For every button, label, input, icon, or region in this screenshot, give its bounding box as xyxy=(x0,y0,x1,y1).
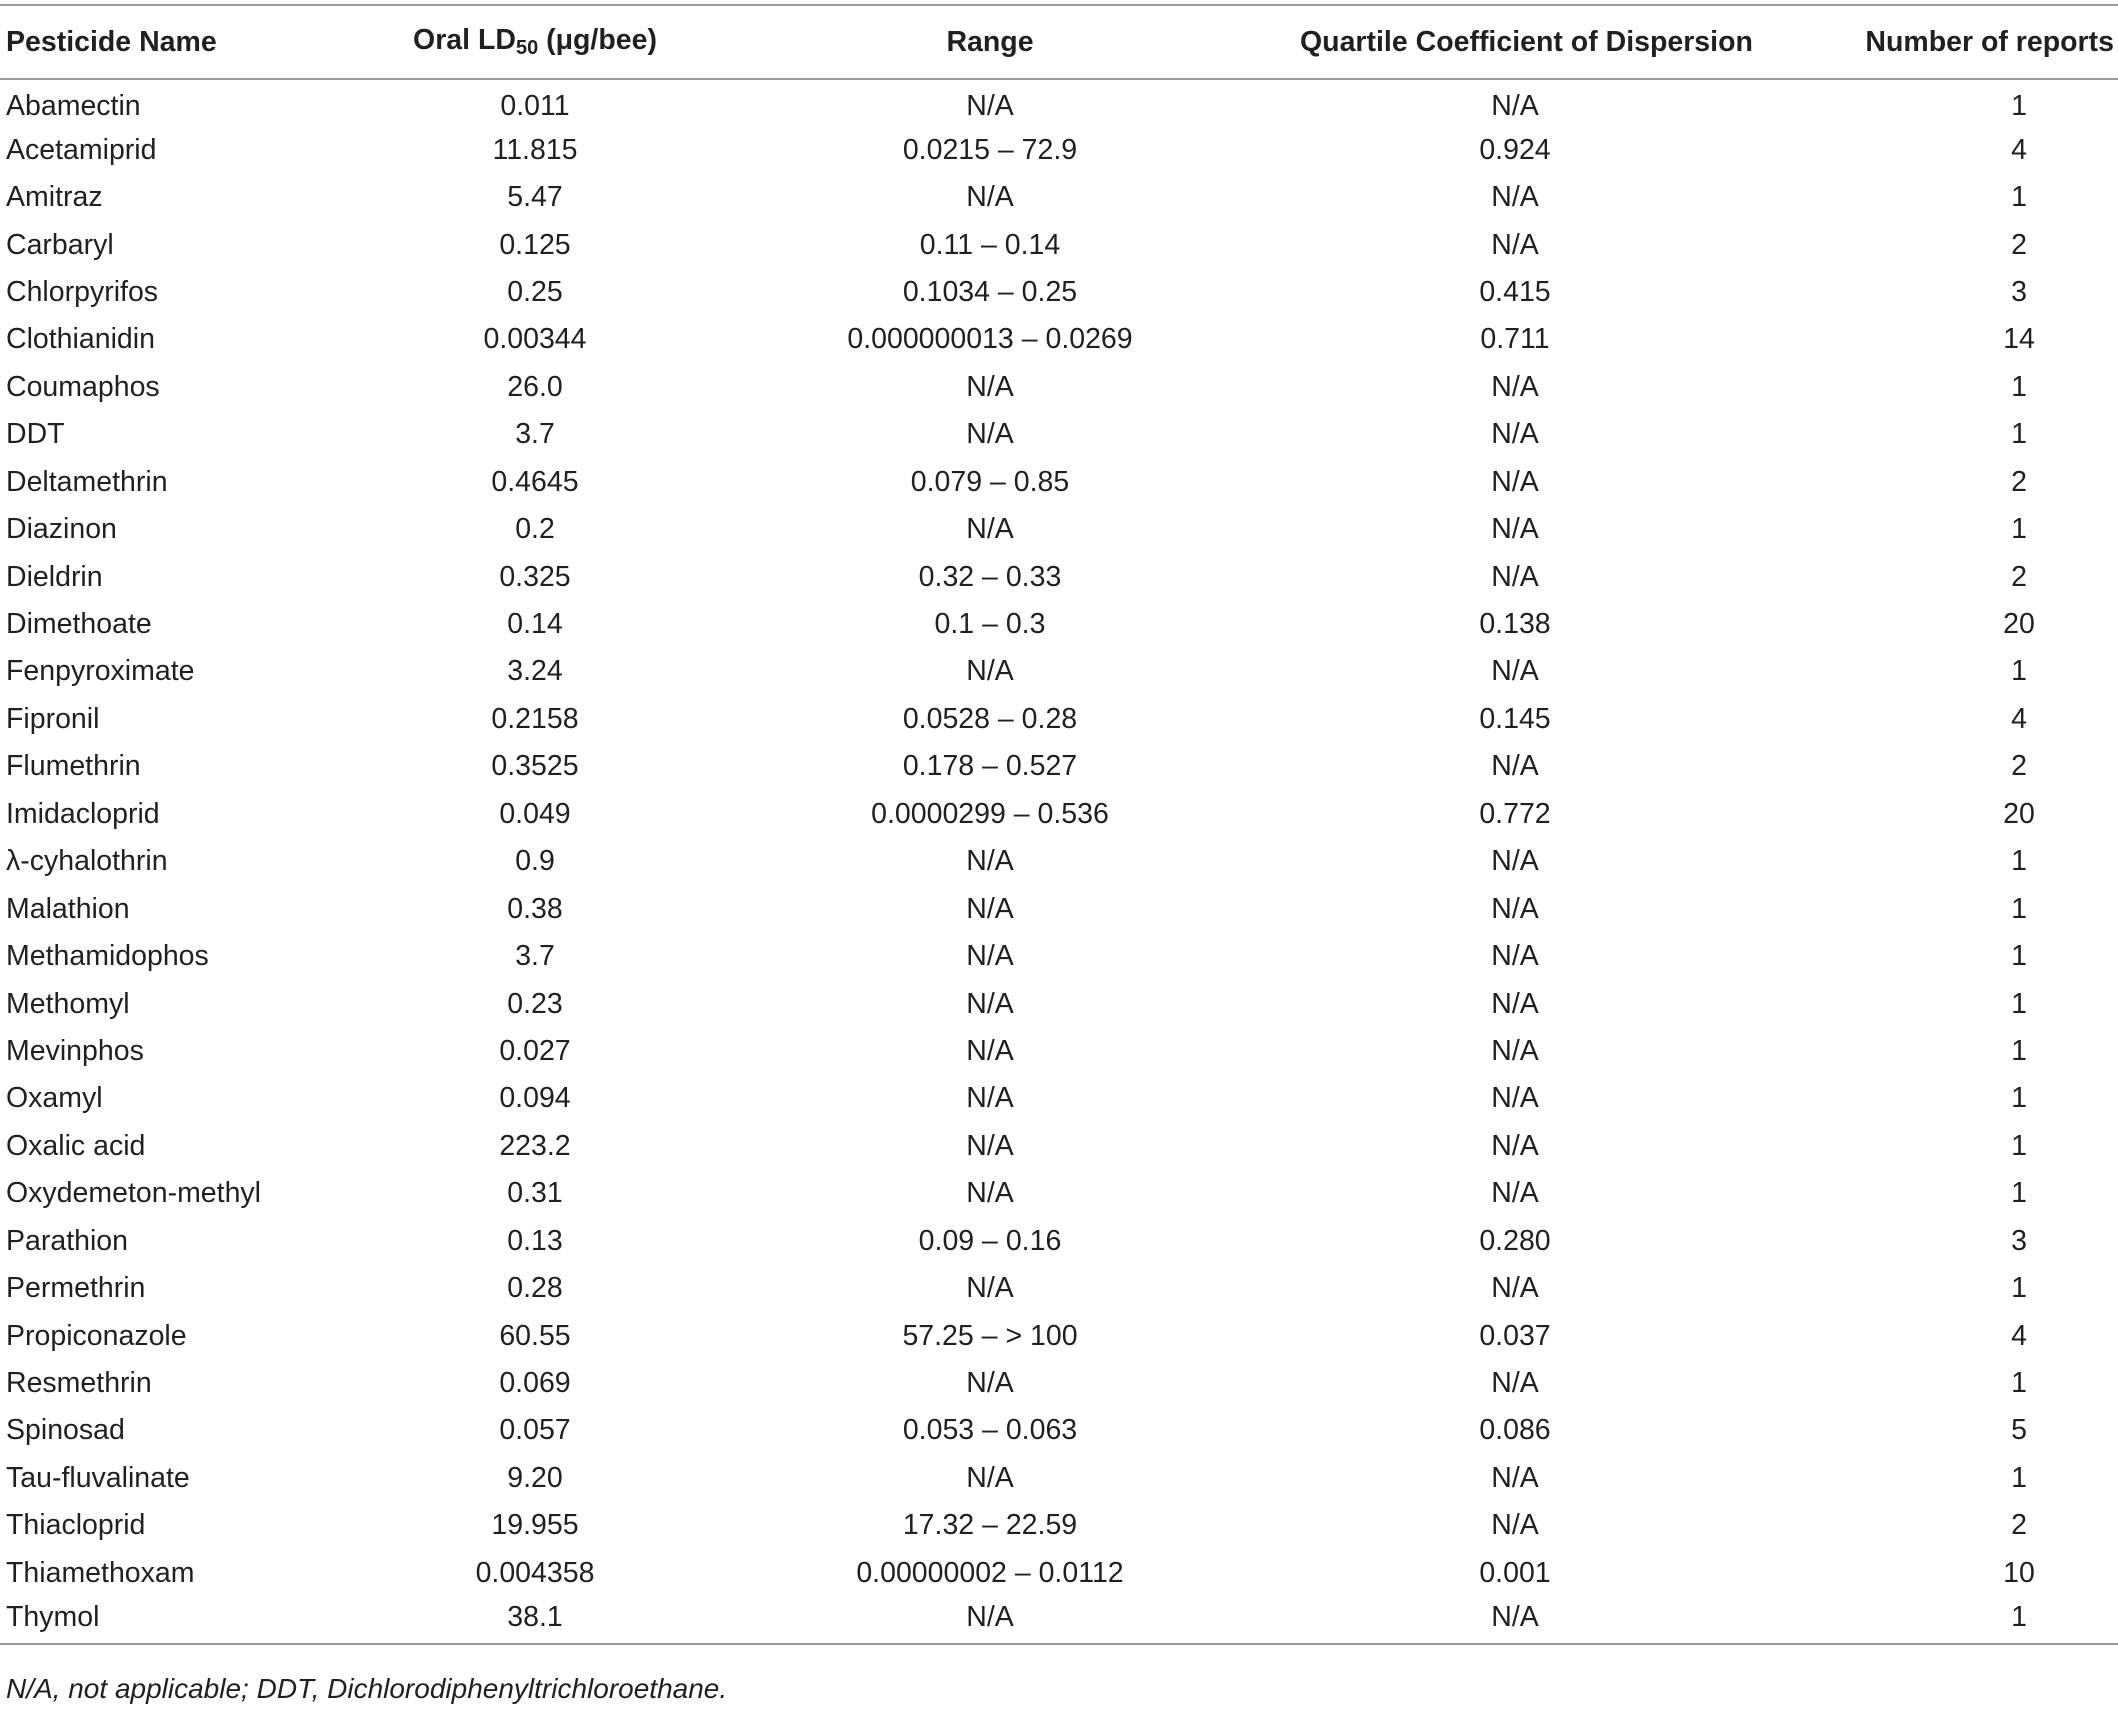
report-count-value: 1 xyxy=(2011,1177,2027,1210)
cell-qcd: N/A xyxy=(1491,940,1539,973)
table-row xyxy=(0,933,2118,980)
cell-qcd: N/A xyxy=(1491,1367,1539,1400)
cell-pesticide-name: Thymol xyxy=(0,1597,390,1644)
cell-pesticide-name: Spinosad xyxy=(6,1414,125,1447)
cell-qcd: N/A xyxy=(1491,1177,1539,1210)
cell-oral-ld50: 11.815 xyxy=(492,133,578,166)
header-ld50-suffix: (μg/bee) xyxy=(538,24,657,56)
cell-range: N/A xyxy=(966,1367,1014,1400)
cell-range: 0.09 – 0.16 xyxy=(918,1224,1062,1257)
table-row xyxy=(0,1455,2118,1502)
cell-oral-ld50: 9.20 xyxy=(507,1461,563,1494)
cell-qcd: 0.138 xyxy=(1479,608,1551,641)
cell-range: N/A xyxy=(966,1129,1014,1162)
cell-oral-ld50: 3.24 xyxy=(507,655,563,688)
cell-qcd: N/A xyxy=(1491,228,1539,261)
cell-number-of-reports xyxy=(1730,1265,2118,1312)
table-row xyxy=(0,553,2118,600)
report-count-value: 2 xyxy=(2011,750,2027,783)
table-row xyxy=(0,1597,2118,1644)
cell-number-of-reports xyxy=(1730,1550,2118,1597)
report-count-value: 1 xyxy=(2011,655,2027,688)
cell-pesticide-name: Methamidophos xyxy=(6,940,209,973)
cell-qcd: N/A xyxy=(1491,845,1539,878)
cell-oral-ld50: 0.9 xyxy=(515,845,555,878)
report-count-value: 1 xyxy=(2011,1034,2027,1067)
header-ld50-sub: 50 xyxy=(515,36,539,59)
table-row xyxy=(0,1075,2118,1122)
cell-range: N/A xyxy=(966,940,1014,973)
cell-pesticide-name: Tau-fluvalinate xyxy=(6,1461,190,1494)
table-row xyxy=(0,601,2118,648)
report-count-value: 1 xyxy=(2011,1600,2027,1633)
table-row xyxy=(0,364,2118,411)
cell-qcd: N/A xyxy=(1491,465,1539,498)
table-row xyxy=(0,316,2118,363)
report-count-value: 1 xyxy=(2011,1461,2027,1494)
table-row xyxy=(0,506,2118,553)
cell-pesticide-name: Thiamethoxam xyxy=(6,1556,195,1589)
report-count-value: 2 xyxy=(2011,228,2027,261)
cell-number-of-reports xyxy=(1730,1075,2118,1122)
report-count-value: 14 xyxy=(2003,323,2035,356)
header-range: Range xyxy=(680,5,1300,79)
table-row xyxy=(0,126,2118,173)
table-row xyxy=(0,1502,2118,1549)
cell-oral-ld50: 0.14 xyxy=(507,608,563,641)
cell-qcd: N/A xyxy=(1491,1034,1539,1067)
table-row xyxy=(0,1170,2118,1217)
cell-range: 17.32 – 22.59 xyxy=(902,1509,1078,1542)
cell-qcd: N/A xyxy=(1491,1509,1539,1542)
cell-pesticide-name: Chlorpyrifos xyxy=(6,275,159,308)
table-row xyxy=(0,269,2118,316)
table-row xyxy=(0,459,2118,506)
cell-number-of-reports xyxy=(1730,601,2118,648)
cell-oral-ld50: 0.23 xyxy=(507,987,563,1020)
cell-range: N/A xyxy=(966,181,1014,214)
cell-number-of-reports xyxy=(1730,269,2118,316)
cell-range: 0.1 – 0.3 xyxy=(934,608,1046,641)
cell-range: 0.178 – 0.527 xyxy=(902,750,1078,783)
cell-oral-ld50: 0.125 xyxy=(499,228,571,261)
cell-number-of-reports xyxy=(1730,1123,2118,1170)
table-footnote: N/A, not applicable; DDT, Dichlorodiphenyltrichloroethane. xyxy=(6,1673,728,1704)
table-row xyxy=(0,791,2118,838)
cell-number-of-reports xyxy=(1730,743,2118,790)
table-row xyxy=(0,1265,2118,1312)
cell-pesticide-name: Imidacloprid xyxy=(6,797,160,830)
cell-range: N/A xyxy=(966,1461,1014,1494)
cell-oral-ld50: 0.13 xyxy=(507,1224,563,1257)
cell-range: N/A xyxy=(680,1597,1300,1644)
table-row xyxy=(0,980,2118,1027)
table-row xyxy=(0,1407,2118,1454)
cell-pesticide-name: Oxamyl xyxy=(6,1082,103,1115)
cell-qcd: 0.924 xyxy=(1479,133,1551,166)
report-count-value: 1 xyxy=(2011,418,2027,451)
table-row xyxy=(0,411,2118,458)
cell-pesticide-name: Methomyl xyxy=(6,987,130,1020)
header-oral-ld50 xyxy=(390,5,680,79)
cell-pesticide-name: Diazinon xyxy=(6,513,117,546)
cell-oral-ld50: 0.027 xyxy=(499,1034,571,1067)
table-row xyxy=(0,838,2118,885)
cell-number-of-reports xyxy=(1730,791,2118,838)
cell-pesticide-name: Permethrin xyxy=(6,1272,146,1305)
cell-pesticide-name: Carbaryl xyxy=(6,228,114,261)
header-row xyxy=(0,5,2118,79)
cell-range: N/A xyxy=(966,1177,1014,1210)
cell-qcd: N/A xyxy=(1491,1082,1539,1115)
cell-qcd: N/A xyxy=(1491,750,1539,783)
cell-range: N/A xyxy=(966,987,1014,1020)
cell-qcd: N/A xyxy=(1491,370,1539,403)
cell-qcd: 0.280 xyxy=(1479,1224,1551,1257)
table-row xyxy=(0,743,2118,790)
cell-oral-ld50: 223.2 xyxy=(499,1129,571,1162)
report-count-value: 2 xyxy=(2011,560,2027,593)
cell-qcd: N/A xyxy=(1491,513,1539,546)
cell-oral-ld50: 38.1 xyxy=(390,1597,680,1644)
cell-pesticide-name: Malathion xyxy=(6,892,130,925)
cell-range: 0.079 – 0.85 xyxy=(910,465,1070,498)
cell-qcd: N/A xyxy=(1491,1129,1539,1162)
cell-oral-ld50: 0.00344 xyxy=(483,323,587,356)
report-count-value: 20 xyxy=(2003,797,2035,830)
cell-pesticide-name: Oxalic acid xyxy=(6,1129,146,1162)
report-count-value: 1 xyxy=(2011,1129,2027,1162)
cell-qcd: N/A xyxy=(1300,1597,1730,1644)
cell-oral-ld50: 0.38 xyxy=(507,892,563,925)
cell-range: 0.00000002 – 0.0112 xyxy=(856,1556,1124,1589)
cell-pesticide-name: Clothianidin xyxy=(6,323,155,356)
cell-range: 0.32 – 0.33 xyxy=(918,560,1062,593)
cell-range: N/A xyxy=(966,1082,1014,1115)
cell-pesticide-name: Coumaphos xyxy=(6,370,160,403)
cell-qcd: N/A xyxy=(1491,418,1539,451)
cell-range: 0.11 – 0.14 xyxy=(919,228,1061,261)
cell-qcd: 0.145 xyxy=(1479,702,1551,735)
report-count-value: 1 xyxy=(2011,513,2027,546)
report-count-value: 4 xyxy=(2011,133,2027,166)
cell-qcd: 0.415 xyxy=(1479,275,1551,308)
cell-range: N/A xyxy=(966,1272,1014,1305)
report-count-value: 1 xyxy=(2011,89,2027,122)
cell-number-of-reports xyxy=(1730,1407,2118,1454)
cell-number-of-reports xyxy=(1730,933,2118,980)
cell-oral-ld50: 3.7 xyxy=(515,418,555,451)
report-count-value: 1 xyxy=(2011,181,2027,214)
cell-pesticide-name: DDT xyxy=(6,418,65,451)
cell-pesticide-name: Deltamethrin xyxy=(6,465,168,498)
table-row xyxy=(0,648,2118,695)
report-count-value: 5 xyxy=(2011,1414,2027,1447)
report-count-value: 1 xyxy=(2011,1367,2027,1400)
cell-pesticide-name: Resmethrin xyxy=(6,1367,152,1400)
header-qcd: Quartile Coefficient of Dispersion xyxy=(1300,5,1730,79)
table-row xyxy=(0,79,2118,126)
cell-oral-ld50: 0.069 xyxy=(499,1367,571,1400)
cell-number-of-reports xyxy=(1730,838,2118,885)
cell-qcd: N/A xyxy=(1491,892,1539,925)
report-count-value: 4 xyxy=(2011,702,2027,735)
cell-number-of-reports xyxy=(1730,648,2118,695)
cell-pesticide-name: Fenpyroximate xyxy=(6,655,195,688)
cell-pesticide-name: Parathion xyxy=(6,1224,129,1257)
header-ld50-prefix: Oral LD xyxy=(413,24,516,56)
cell-oral-ld50: 26.0 xyxy=(507,370,563,403)
cell-qcd: 0.086 xyxy=(1479,1414,1551,1447)
table-row xyxy=(0,1360,2118,1407)
cell-pesticide-name: Acetamiprid xyxy=(6,133,157,166)
cell-number-of-reports xyxy=(1730,316,2118,363)
cell-pesticide-name: Fipronil xyxy=(6,702,100,735)
cell-number-of-reports xyxy=(1730,1218,2118,1265)
cell-range: N/A xyxy=(966,370,1014,403)
cell-oral-ld50: 0.31 xyxy=(507,1177,563,1210)
cell-qcd: 0.711 xyxy=(1480,323,1550,356)
report-count-value: 1 xyxy=(2011,845,2027,878)
cell-qcd: 0.772 xyxy=(1479,797,1551,830)
cell-range: N/A xyxy=(966,513,1014,546)
table-row xyxy=(0,1550,2118,1597)
report-count-value: 10 xyxy=(2003,1556,2035,1589)
cell-pesticide-name: Propiconazole xyxy=(6,1319,187,1352)
cell-oral-ld50: 5.47 xyxy=(507,181,563,214)
cell-number-of-reports xyxy=(1730,506,2118,553)
cell-range: N/A xyxy=(966,1034,1014,1067)
cell-number-of-reports xyxy=(1730,364,2118,411)
cell-pesticide-name: Oxydemeton-methyl xyxy=(6,1177,262,1210)
header-number-of-reports: Number of reports xyxy=(1730,5,2118,79)
cell-number-of-reports xyxy=(1730,696,2118,743)
cell-pesticide-name: Amitraz xyxy=(6,181,103,214)
cell-oral-ld50: 0.25 xyxy=(507,275,563,308)
cell-number-of-reports xyxy=(1730,1502,2118,1549)
report-count-value: 3 xyxy=(2011,275,2027,308)
cell-oral-ld50: 0.004358 xyxy=(475,1556,595,1589)
cell-pesticide-name: Abamectin xyxy=(6,89,141,122)
cell-number-of-reports xyxy=(1730,1170,2118,1217)
report-count-value: 1 xyxy=(2011,1082,2027,1115)
cell-range: 57.25 – > 100 xyxy=(902,1319,1078,1352)
cell-pesticide-name: Mevinphos xyxy=(6,1034,144,1067)
cell-number-of-reports xyxy=(1730,1597,2118,1644)
report-count-value: 1 xyxy=(2011,370,2027,403)
cell-oral-ld50: 0.094 xyxy=(499,1082,571,1115)
cell-qcd: 0.037 xyxy=(1479,1319,1551,1352)
cell-number-of-reports xyxy=(1730,980,2118,1027)
cell-number-of-reports xyxy=(1730,221,2118,268)
cell-pesticide-name: Thiacloprid xyxy=(6,1509,146,1542)
report-count-value: 1 xyxy=(2011,940,2027,973)
cell-oral-ld50: 0.2158 xyxy=(491,702,579,735)
cell-number-of-reports xyxy=(1730,1360,2118,1407)
cell-range: N/A xyxy=(966,655,1014,688)
cell-number-of-reports xyxy=(1730,126,2118,173)
cell-range: N/A xyxy=(966,89,1014,122)
cell-qcd: N/A xyxy=(1491,655,1539,688)
table-row xyxy=(0,1312,2118,1359)
cell-oral-ld50: 19.955 xyxy=(491,1509,579,1542)
ld50-table-container xyxy=(0,4,2118,1645)
cell-oral-ld50: 0.4645 xyxy=(491,465,579,498)
report-count-value: 4 xyxy=(2011,1319,2027,1352)
cell-oral-ld50: 0.011 xyxy=(500,89,570,122)
header-pesticide-name: Pesticide Name xyxy=(0,5,390,79)
cell-oral-ld50: 0.2 xyxy=(515,513,555,546)
cell-number-of-reports xyxy=(1730,79,2118,126)
cell-qcd: N/A xyxy=(1491,181,1539,214)
cell-range: N/A xyxy=(966,892,1014,925)
cell-qcd: N/A xyxy=(1491,89,1539,122)
table-row xyxy=(0,1028,2118,1075)
cell-number-of-reports xyxy=(1730,174,2118,221)
report-count-value: 3 xyxy=(2011,1224,2027,1257)
cell-range: N/A xyxy=(966,845,1014,878)
table-row xyxy=(0,885,2118,932)
cell-oral-ld50: 0.3525 xyxy=(491,750,579,783)
cell-qcd: N/A xyxy=(1491,987,1539,1020)
cell-number-of-reports xyxy=(1730,411,2118,458)
cell-number-of-reports xyxy=(1730,1312,2118,1359)
cell-oral-ld50: 3.7 xyxy=(515,940,555,973)
cell-range: 0.0528 – 0.28 xyxy=(902,702,1078,735)
table-row xyxy=(0,1123,2118,1170)
table-body xyxy=(0,79,2118,1644)
cell-oral-ld50: 60.55 xyxy=(499,1319,571,1352)
cell-number-of-reports xyxy=(1730,1455,2118,1502)
report-count-value: 2 xyxy=(2011,465,2027,498)
cell-pesticide-name: Dimethoate xyxy=(6,608,152,641)
table-row xyxy=(0,174,2118,221)
cell-number-of-reports xyxy=(1730,885,2118,932)
report-count-value: 20 xyxy=(2003,608,2035,641)
cell-range: N/A xyxy=(966,418,1014,451)
table-row xyxy=(0,696,2118,743)
table-row xyxy=(0,1218,2118,1265)
cell-oral-ld50: 0.28 xyxy=(507,1272,563,1305)
cell-number-of-reports xyxy=(1730,553,2118,600)
table-row xyxy=(0,221,2118,268)
cell-qcd: N/A xyxy=(1491,1272,1539,1305)
report-count-value: 1 xyxy=(2011,1272,2027,1305)
cell-number-of-reports xyxy=(1730,459,2118,506)
ld50-table xyxy=(0,4,2118,1645)
table-header xyxy=(0,5,2118,79)
cell-qcd: 0.001 xyxy=(1479,1556,1551,1589)
cell-number-of-reports xyxy=(1730,1028,2118,1075)
cell-oral-ld50: 0.325 xyxy=(499,560,571,593)
report-count-value: 2 xyxy=(2011,1509,2027,1542)
cell-qcd: N/A xyxy=(1491,1461,1539,1494)
cell-range: 0.0215 – 72.9 xyxy=(902,133,1078,166)
cell-pesticide-name: Dieldrin xyxy=(6,560,103,593)
cell-qcd: N/A xyxy=(1491,560,1539,593)
cell-range: 0.053 – 0.063 xyxy=(902,1414,1078,1447)
cell-oral-ld50: 0.049 xyxy=(499,797,571,830)
cell-pesticide-name: Flumethrin xyxy=(6,750,141,783)
cell-range: 0.1034 – 0.25 xyxy=(902,275,1078,308)
cell-pesticide-name: λ-cyhalothrin xyxy=(6,845,168,878)
cell-range: 0.000000013 – 0.0269 xyxy=(847,323,1133,356)
report-count-value: 1 xyxy=(2011,892,2027,925)
report-count-value: 1 xyxy=(2011,987,2027,1020)
cell-range: 0.0000299 – 0.536 xyxy=(871,797,1109,830)
cell-oral-ld50: 0.057 xyxy=(499,1414,571,1447)
